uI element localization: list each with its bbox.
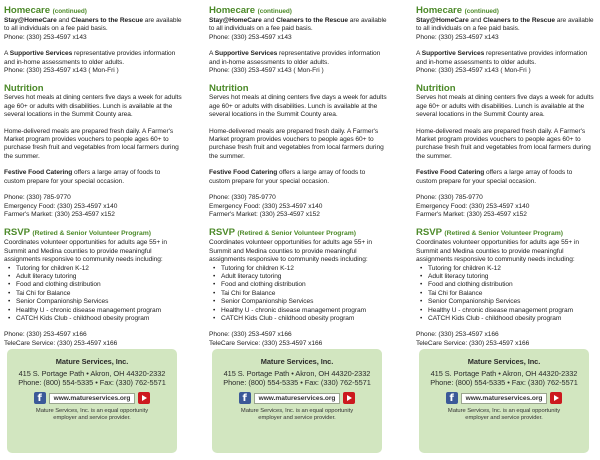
rsvp-phone: Phone: (330) 253-4597 x166	[416, 331, 499, 339]
list-item: • Adult literacy tutoring	[16, 273, 182, 281]
list-item: • Food and clothing distribution	[221, 281, 387, 289]
list-item: • Tai Chi for Balance	[428, 290, 594, 298]
brochure-panel	[4, 5, 182, 457]
festive-catering-text: Festive Food Catering offers a large array of foods to custom prepare for your special occasion.	[209, 169, 366, 185]
org-address: 415 S. Portage Path • Akron, OH 44320-2332	[430, 369, 578, 378]
rsvp-phone: Phone: (330) 253-4597 x166	[209, 331, 292, 339]
list-item: • Healthy U - chronic disease management program	[428, 307, 594, 315]
website-link[interactable]: www.matureservices.org	[254, 393, 341, 404]
rsvp-description: Coordinates volunteer opportunities for adults age 55+ in Summit and Medina counties to provide meaningful assignments responsive to community needs including:	[4, 239, 168, 264]
stay-at-homecare-text: Stay@HomeCare and Cleaners to the Rescue are available to all individuals on a fee paid basis.	[209, 17, 387, 33]
festive-catering-text: Festive Food Catering offers a large array of foods to custom prepare for your special occasion.	[416, 169, 573, 185]
supportive-services-phone: Phone: (330) 253-4597 x143 ( Mon-Fri )	[416, 67, 531, 75]
farmers-market-phone: Farmer's Market: (330) 253-4597 x152	[4, 210, 115, 218]
list-item: • Food and clothing distribution	[16, 281, 182, 289]
supportive-services-text: A Supportive Services representative provides information and in-home assessments to older adults.	[209, 50, 381, 66]
brochure-panel	[416, 5, 594, 457]
list-item: • Senior Companionship Services	[221, 298, 387, 306]
org-name: Mature Services, Inc.	[260, 357, 334, 366]
org-address: 415 S. Portage Path • Akron, OH 44320-2332	[18, 369, 166, 378]
telecare-phone: TeleCare Service: (330) 253-4597 x166	[209, 339, 323, 347]
homecare-heading: Homecare (continued)	[4, 5, 87, 16]
equal-opportunity-line: Mature Services, Inc. is an equal opportunity	[240, 408, 354, 414]
youtube-icon[interactable]	[138, 392, 150, 404]
farmers-market-phone: Farmer's Market: (330) 253-4597 x152	[209, 210, 320, 218]
rsvp-heading: RSVP (Retired & Senior Volunteer Program)	[416, 227, 563, 239]
org-phones: Phone: (800) 554-5335 • Fax: (330) 762-5571	[18, 378, 166, 387]
website-link[interactable]: www.matureservices.org	[461, 393, 548, 404]
nutrition-home-delivered-text: Home-delivered meals are prepared fresh daily. A Farmer's Market program provides vouchers to people ages 60+ to purchase fresh fruit and vegetables from local farmers during the summer.	[209, 127, 384, 160]
org-name: Mature Services, Inc.	[55, 357, 129, 366]
facebook-icon[interactable]: f	[446, 392, 458, 404]
stay-at-homecare-phone: Phone: (330) 253-4597 x143	[209, 33, 292, 41]
list-item: • Tai Chi for Balance	[221, 290, 387, 298]
facebook-icon[interactable]: f	[34, 392, 46, 404]
rsvp-list	[209, 265, 387, 324]
social-row	[7, 392, 177, 404]
rsvp-list	[416, 265, 594, 324]
brochure-panel	[209, 5, 387, 457]
rsvp-heading: RSVP (Retired & Senior Volunteer Program)	[209, 227, 356, 239]
equal-opportunity-line: employer and service provider.	[258, 415, 336, 422]
equal-opportunity-line: Mature Services, Inc. is an equal opportunity	[35, 408, 149, 414]
org-phones: Phone: (800) 554-5335 • Fax: (330) 762-5571	[223, 378, 371, 387]
rsvp-description: Coordinates volunteer opportunities for adults age 55+ in Summit and Medina counties to provide meaningful assignments responsive to community needs including:	[416, 239, 580, 264]
rsvp-phone: Phone: (330) 253-4597 x166	[4, 331, 87, 339]
equal-opportunity-note	[419, 408, 589, 423]
youtube-icon[interactable]	[550, 392, 562, 404]
list-item: • Tutoring for children K-12	[16, 265, 182, 273]
list-item: • Healthy U - chronic disease management program	[16, 307, 182, 315]
rsvp-list	[4, 265, 182, 324]
telecare-phone: TeleCare Service: (330) 253-4597 x166	[4, 339, 118, 347]
nutrition-heading: Nutrition	[4, 83, 44, 95]
supportive-services-text: A Supportive Services representative provides information and in-home assessments to older adults.	[4, 50, 176, 66]
rsvp-description: Coordinates volunteer opportunities for adults age 55+ in Summit and Medina counties to provide meaningful assignments responsive to community needs including:	[209, 239, 373, 264]
list-item: • CATCH Kids Club - childhood obesity program	[221, 315, 387, 323]
stay-at-homecare-text: Stay@HomeCare and Cleaners to the Rescue are available to all individuals on a fee paid basis.	[416, 17, 594, 33]
list-item: • Senior Companionship Services	[428, 298, 594, 306]
list-item: • Tai Chi for Balance	[16, 290, 182, 298]
list-item: • CATCH Kids Club - childhood obesity program	[428, 315, 594, 323]
nutrition-dining-text: Serves hot meals at dining centers five days a week for adults age 60+ or adults with disabilities. Lunch is available at the several locations in the Summit County area.	[4, 94, 182, 119]
social-row	[212, 392, 382, 404]
nutrition-dining-text: Serves hot meals at dining centers five days a week for adults age 60+ or adults with disabilities. Lunch is available at the several locations in the Summit County area.	[209, 94, 387, 119]
equal-opportunity-note	[7, 408, 177, 423]
list-item: • Adult literacy tutoring	[221, 273, 387, 281]
list-item: • Tutoring for children K-12	[221, 265, 387, 273]
website-link[interactable]: www.matureservices.org	[49, 393, 136, 404]
list-item: • Tutoring for children K-12	[428, 265, 594, 273]
org-name: Mature Services, Inc.	[467, 357, 541, 366]
emergency-food-phone: Emergency Food: (330) 253-4597 x140	[4, 202, 118, 210]
social-row	[419, 392, 589, 404]
equal-opportunity-line: employer and service provider.	[465, 415, 543, 422]
contact-box	[212, 349, 382, 453]
youtube-icon[interactable]	[343, 392, 355, 404]
list-item: • Adult literacy tutoring	[428, 273, 594, 281]
stay-at-homecare-text: Stay@HomeCare and Cleaners to the Rescue are available to all individuals on a fee paid basis.	[4, 17, 182, 33]
emergency-food-phone: Emergency Food: (330) 253-4597 x140	[209, 202, 323, 210]
emergency-food-phone: Emergency Food: (330) 253-4597 x140	[416, 202, 530, 210]
homecare-heading: Homecare (continued)	[416, 5, 499, 16]
nutrition-phone: Phone: (330) 785-9770	[416, 194, 483, 202]
list-item: • Healthy U - chronic disease management program	[221, 307, 387, 315]
nutrition-home-delivered-text: Home-delivered meals are prepared fresh daily. A Farmer's Market program provides vouchers to people ages 60+ to purchase fresh fruit and vegetables from local farmers during the summer.	[416, 127, 591, 160]
telecare-phone: TeleCare Service: (330) 253-4597 x166	[416, 339, 530, 347]
equal-opportunity-line: Mature Services, Inc. is an equal opportunity	[447, 408, 561, 414]
nutrition-dining-text: Serves hot meals at dining centers five days a week for adults age 60+ or adults with disabilities. Lunch is available at the several locations in the Summit County area.	[416, 94, 594, 119]
contact-box	[419, 349, 589, 453]
nutrition-phone: Phone: (330) 785-9770	[4, 194, 71, 202]
equal-opportunity-line: employer and service provider.	[53, 415, 131, 422]
equal-opportunity-note	[212, 408, 382, 423]
contact-box	[7, 349, 177, 453]
facebook-icon[interactable]: f	[239, 392, 251, 404]
org-phones: Phone: (800) 554-5335 • Fax: (330) 762-5571	[430, 378, 578, 387]
supportive-services-phone: Phone: (330) 253-4597 x143 ( Mon-Fri )	[209, 67, 324, 75]
festive-catering-text: Festive Food Catering offers a large array of foods to custom prepare for your special occasion.	[4, 169, 161, 185]
nutrition-phone: Phone: (330) 785-9770	[209, 194, 276, 202]
org-address: 415 S. Portage Path • Akron, OH 44320-2332	[223, 369, 371, 378]
nutrition-home-delivered-text: Home-delivered meals are prepared fresh daily. A Farmer's Market program provides vouchers to people ages 60+ to purchase fresh fruit and vegetables from local farmers during the summer.	[4, 127, 179, 160]
list-item: • Food and clothing distribution	[428, 281, 594, 289]
nutrition-heading: Nutrition	[209, 83, 249, 95]
supportive-services-text: A Supportive Services representative provides information and in-home assessments to older adults.	[416, 50, 588, 66]
list-item: • Senior Companionship Services	[16, 298, 182, 306]
list-item: • CATCH Kids Club - childhood obesity program	[16, 315, 182, 323]
supportive-services-phone: Phone: (330) 253-4597 x143 ( Mon-Fri )	[4, 67, 119, 75]
stay-at-homecare-phone: Phone: (330) 253-4597 x143	[4, 33, 87, 41]
homecare-heading: Homecare (continued)	[209, 5, 292, 16]
rsvp-heading: RSVP (Retired & Senior Volunteer Program)	[4, 227, 151, 239]
nutrition-heading: Nutrition	[416, 83, 456, 95]
farmers-market-phone: Farmer's Market: (330) 253-4597 x152	[416, 210, 527, 218]
stay-at-homecare-phone: Phone: (330) 253-4597 x143	[416, 33, 499, 41]
